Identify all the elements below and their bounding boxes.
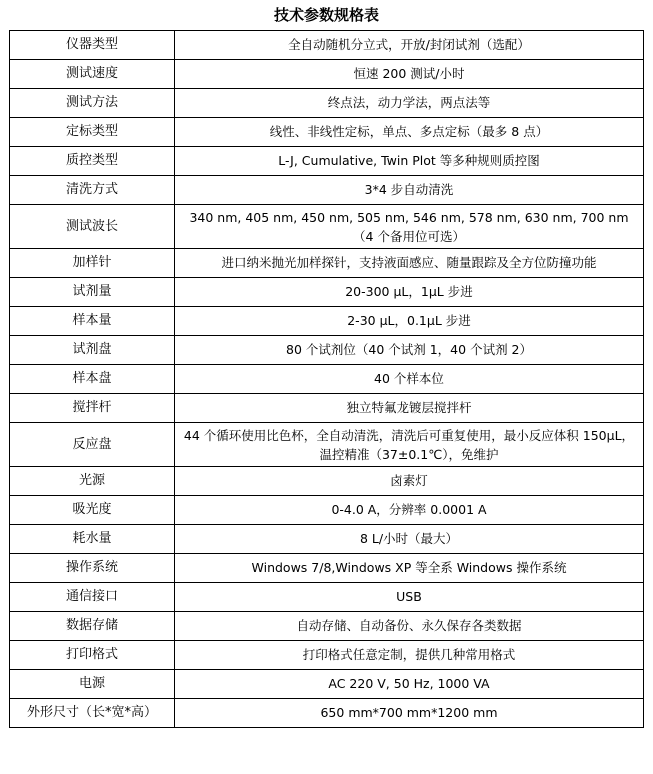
table-row: [10, 176, 644, 205]
row-label: 仪器类型: [10, 31, 175, 60]
row-label: 清洗方式: [10, 176, 175, 205]
table-row: [10, 89, 644, 118]
row-value: L-J, Cumulative, Twin Plot 等多种规则质控图: [175, 147, 644, 176]
row-label: 定标类型: [10, 118, 175, 147]
table-row: [10, 423, 644, 467]
table-row: [10, 525, 644, 554]
row-value: 全自动随机分立式，开放/封闭试剂（选配）: [175, 31, 644, 60]
row-label: 测试方法: [10, 89, 175, 118]
row-label: 耗水量: [10, 525, 175, 554]
table-row: [10, 307, 644, 336]
table-row: [10, 278, 644, 307]
table-row: [10, 147, 644, 176]
row-value: 独立特氟龙镀层搅拌杆: [175, 394, 644, 423]
table-row: [10, 365, 644, 394]
row-label: 试剂盘: [10, 336, 175, 365]
row-label: 测试波长: [10, 205, 175, 249]
row-label: 电源: [10, 670, 175, 699]
table-row: [10, 641, 644, 670]
row-value: 340 nm, 405 nm, 450 nm, 505 nm, 546 nm, 578 nm, 630 nm, 700 nm （4 个备用位可选）: [175, 205, 644, 249]
row-value: AC 220 V, 50 Hz, 1000 VA: [175, 670, 644, 699]
table-row: [10, 205, 644, 249]
row-label: 样本盘: [10, 365, 175, 394]
table-row: [10, 699, 644, 728]
row-value: 8 L/小时（最大）: [175, 525, 644, 554]
row-value: Windows 7/8,Windows XP 等全系 Windows 操作系统: [175, 554, 644, 583]
row-value: 打印格式任意定制，提供几种常用格式: [175, 641, 644, 670]
row-value: 80 个试剂位（40 个试剂 1，40 个试剂 2）: [175, 336, 644, 365]
table-row: [10, 467, 644, 496]
row-label: 反应盘: [10, 423, 175, 467]
table-row: [10, 60, 644, 89]
row-value: 2-30 μL，0.1μL 步进: [175, 307, 644, 336]
row-label: 测试速度: [10, 60, 175, 89]
table-row: [10, 670, 644, 699]
page-title: 技术参数规格表: [273, 6, 379, 24]
row-value: 3*4 步自动清洗: [175, 176, 644, 205]
row-label: 样本量: [10, 307, 175, 336]
row-value: USB: [175, 583, 644, 612]
row-value: 线性、非线性定标，单点、多点定标（最多 8 点）: [175, 118, 644, 147]
row-label: 操作系统: [10, 554, 175, 583]
row-label: 通信接口: [10, 583, 175, 612]
table-row: [10, 118, 644, 147]
table-row: [10, 249, 644, 278]
table-row: [10, 583, 644, 612]
row-value: 0-4.0 A，分辨率 0.0001 A: [175, 496, 644, 525]
row-label: 加样针: [10, 249, 175, 278]
row-value: 44 个循环使用比色杯，全自动清洗，清洗后可重复使用，最小反应体积 150μL，温控精准（37±0.1℃），免维护: [175, 423, 644, 467]
row-label: 光源: [10, 467, 175, 496]
row-label: 外形尺寸（长*宽*高）: [10, 699, 175, 728]
row-value: 20-300 μL，1μL 步进: [175, 278, 644, 307]
row-label: 数据存储: [10, 612, 175, 641]
row-label: 打印格式: [10, 641, 175, 670]
row-value: 自动存储、自动备份、永久保存各类数据: [175, 612, 644, 641]
row-label: 试剂量: [10, 278, 175, 307]
spec-table: [9, 30, 644, 728]
row-value: 恒速 200 测试/小时: [175, 60, 644, 89]
table-row: [10, 336, 644, 365]
row-label: 吸光度: [10, 496, 175, 525]
table-row: [10, 394, 644, 423]
row-value: 卤素灯: [175, 467, 644, 496]
row-label: 质控类型: [10, 147, 175, 176]
table-row: [10, 496, 644, 525]
table-row: [10, 31, 644, 60]
row-value: 终点法，动力学法，两点法等: [175, 89, 644, 118]
row-value: 进口纳米抛光加样探针，支持液面感应、随量跟踪及全方位防撞功能: [175, 249, 644, 278]
row-label: 搅拌杆: [10, 394, 175, 423]
table-row: [10, 612, 644, 641]
row-value: 650 mm*700 mm*1200 mm: [175, 699, 644, 728]
table-row: [10, 554, 644, 583]
row-value: 40 个样本位: [175, 365, 644, 394]
